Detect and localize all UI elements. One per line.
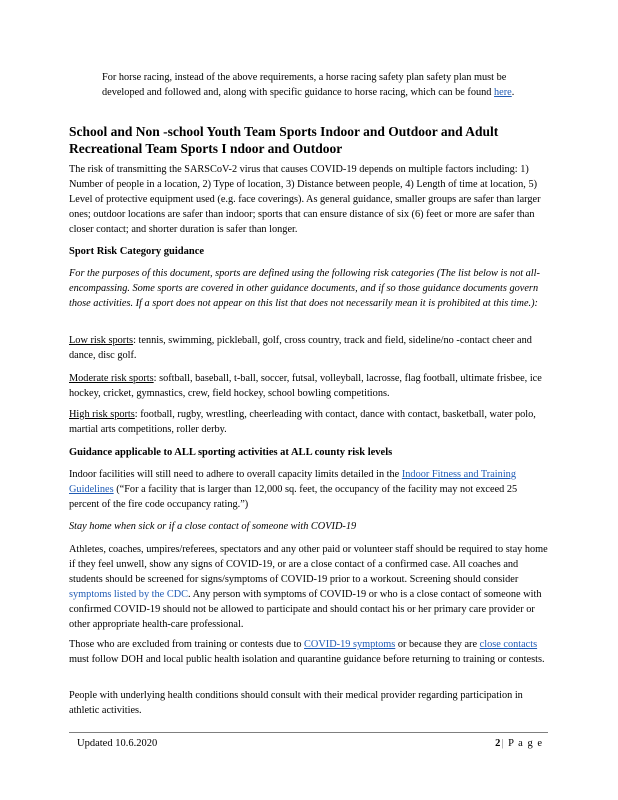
horse-racing-text: For horse racing, instead of the above requirements, a horse racing safety plan safety plan must be developed and followed and, along with specific guidance to horse racing, which can be found here. — [102, 72, 515, 98]
high-risk-paragraph: High risk sports: football, rugby, wrestling, cheerleading with contact, dance with contact, basketball, water polo, martial arts competitions, roller derby. — [69, 409, 536, 435]
high-risk-label: High risk sports — [69, 409, 135, 420]
indoor-paragraph: Indoor facilities will still need to adhere to overall capacity limits detailed in the Indoor Fitness and Training Guidelines (“For a facility that is larger than 12,000 sq. feet, the occupancy of the facility may not exceed 25 percent of the fire code occupancy rating.”) — [69, 469, 518, 510]
horse-racing-bullet — [88, 70, 550, 100]
guidance-heading: Guidance applicable to ALL sporting activities at ALL county risk levels — [69, 447, 393, 458]
athletes-paragraph: Athletes, coaches, umpires/referees, spectators and any other paid or volunteer staff should be required to stay home if they feel unwell, show any signs of COVID-19, or are a close contact of a confirmed case. All coaches and students should be screened for signs/symptoms of COVID-19 prior to a workout. Screening should consider symptoms listed by the CDC. Any person with symptoms of COVID-19 or who is a close contact of someone with confirmed COVID-19 should not be allowed to participate and should contact his or her primary care provider or other appropriate health-care professional. — [69, 544, 548, 630]
close-contacts-link[interactable]: close contacts — [479, 639, 538, 650]
low-risk-label: Low risk sports — [69, 335, 134, 346]
moderate-risk-label: Moderate risk sports — [69, 373, 154, 384]
page-number: 2| P a g e — [495, 738, 543, 749]
underlying-paragraph: People with underlying health conditions should consult with their medical provider regarding participation in athletic activities. — [69, 690, 523, 716]
cdc-symptoms-link[interactable]: symptoms listed by the CDC — [69, 589, 188, 600]
page-footer — [69, 732, 548, 753]
indoor-fitness-link[interactable]: Indoor Fitness and Training Guidelines — [69, 469, 516, 495]
covid-symptoms-link[interactable]: COVID-19 symptoms — [304, 639, 396, 650]
section-heading: School and Non -school Youth Team Sports Indoor and Outdoor and Adult Recreational Team Sports I ndoor and Outdoor — [69, 124, 499, 156]
excluded-paragraph: Those who are excluded from training or contests due to COVID-19 symptoms or because they are close contacts must follow DOH and local public health isolation and quarantine guidance before returning to training or contests. — [69, 639, 545, 665]
moderate-risk-paragraph: Moderate risk sports: softball, baseball, t-ball, soccer, futsal, volleyball, lacrosse, flag football, ultimate frisbee, ice hockey, cricket, gymnastics, crew, field hockey, school bowling competitions. — [69, 373, 542, 399]
purposes-paragraph: For the purposes of this document, sports are defined using the following risk categories (The list below is not all-encompassing. Some sports are covered in other guidance documents, and if so those guidance documents govern those activities. If a sport does not appear on this list that does not necessarily mean it is prohibited at this time.): — [69, 268, 540, 309]
here-link[interactable]: here — [494, 87, 512, 98]
risk-paragraph: The risk of transmitting the SARSCoV-2 virus that causes COVID-19 depends on multiple factors including: 1) Number of people in a location, 2) Type of location, 3) Distance between people, 4) Length of time at location, 5) Level of protective equipment used (e.g. face coverings). As general guidance, smaller groups are safer than larger ones; outdoor locations are safer than indoor; sports that can ensure distance of six (6) feet or more are safer than closer contact; and shorter duration is safer than longer. — [69, 164, 541, 235]
updated-date: Updated 10.6.2020 — [77, 738, 158, 749]
sport-risk-heading: Sport Risk Category guidance — [69, 246, 205, 257]
stay-home-heading: Stay home when sick or if a close contact of someone with COVID-19 — [69, 521, 357, 532]
low-risk-paragraph: Low risk sports: tennis, swimming, pickleball, golf, cross country, track and field, sideline/no -contact cheer and dance, disc golf. — [69, 335, 532, 361]
